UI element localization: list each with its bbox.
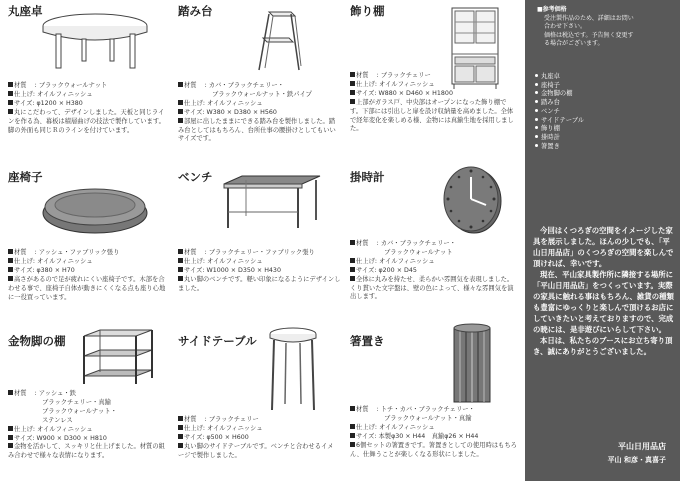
product-title-fumidai: 踏み台	[178, 4, 213, 18]
step-stool-illustration	[255, 8, 305, 72]
product-specs-kanamono-shelf: 材質 : アッシュ・鉄 ブラックチェリー・真鍮 ブラックウォールナット・ ステンレス 仕上げ: オイルフィニッシュ サイズ: W900 × D300 × H810 金物を活かして、スッキリと仕上げました。材質の組み合わせで様々な表情になります。	[8, 390, 165, 460]
product-specs-zaisu: 材質 : アッシュ・ファブリック張り 仕上げ: オイルフィニッシュ サイズ: φ380 × H70 高さがあるので足が疲れにくい座椅子です。木部を合わせる事で、座椅子自体が動きにくくなる点も座り心地に一役買っています。	[8, 249, 166, 301]
metal-leg-shelf-illustration	[80, 326, 158, 386]
list-item: 掛時計	[535, 134, 584, 143]
chopstick-rest-illustration	[450, 322, 494, 404]
product-specs-maruzataku: 材質 : ブラックウォールナット 仕上げ: オイルフィニッシュ サイズ: φ1200 × H380 丸にこだわって、デザインしました。天板と同じラインを作る為、幕板は積層曲げの技法で製作しています。脚の外面も同じＲのラインを付けています。	[8, 82, 165, 134]
wall-clock-illustration	[440, 163, 502, 235]
floor-chair-illustration	[40, 181, 150, 236]
product-title-kanamono-shelf: 金物脚の棚	[8, 334, 66, 348]
product-title-maruzataku: 丸座卓	[8, 4, 43, 18]
product-specs-side-table: 材質 : ブラックチェリー 仕上げ: オイルフィニッシュ サイズ: φ500 × H600 丸い脚のサイドテーブルです。ベンチと合わせるイメージで製作しました。	[178, 416, 334, 459]
round-table-illustration	[40, 10, 150, 75]
bench-illustration	[218, 172, 326, 232]
greeting-message: 今回はくつろぎの空間をイメージした家具を展示しました。ほんの少しでも、「平山日用品店」のくつろぎの空間を楽しんで頂ければ、幸いです。 現在、平山家具製作所に隣接する場所に「平山日用品店」をつくっています。実際の家具に触れる事はもちろん、雑貨の種類も豊富にゆっくりと楽しんで頂けるお店にしていきたいと考えておりますので、完成の暁には、是非遊びにいらして下さい。 本日は、私たちのブースにお立ち寄り頂き、誠にありがとうございました。	[533, 226, 674, 356]
product-title-kazaridana: 飾り棚	[350, 4, 385, 18]
info-side-panel	[525, 0, 680, 481]
list-item: サイドテーブル	[535, 117, 584, 126]
price-note: ■参考価格 受注製作品のため、詳細はお問い 合わせ下さい。 価格は税込です。予告無く変更す る場合がございます。	[537, 6, 634, 48]
product-title-hashioki: 箸置き	[350, 334, 385, 348]
list-item: 丸座卓	[535, 73, 584, 82]
list-item: 座椅子	[535, 82, 584, 91]
list-item: 金物脚の棚	[535, 90, 584, 99]
product-title-side-table: サイドテーブル	[178, 334, 257, 348]
shop-name: 平山日用品店	[618, 442, 666, 451]
list-item: ベンチ	[535, 108, 584, 117]
product-title-kakedokei: 掛時計	[350, 170, 385, 184]
side-table-illustration	[268, 326, 318, 412]
product-specs-kakedokei: 材質 : カバ・ブラックチェリー・ ブラックウォールナット 仕上げ: オイルフィニッシュ サイズ: φ200 × D45 全体に丸みを持たせ、柔らかい雰囲気を表現しました。くり貫いた文字盤は、壁の色によって、様々な雰囲気を演出します。	[350, 240, 514, 301]
product-specs-kazaridana: 材質 : ブラックチェリー 仕上げ: オイルフィニッシュ サイズ: W880 × D460 × H1800 上部がガラス戸、中央部はオープンになった飾り棚です。下部には引出しと扉を設け収納量を高めました。全体で経年変化を楽しめる様、金物には真鍮生地を採用しました。	[350, 72, 514, 133]
product-specs-fumidai: 材質 : カバ・ブラックチェリー・ ブラックウォールナット・鉄パイプ 仕上げ: オイルフィニッシュ サイズ: W380 × D380 × H560 部屋に出したままにできる踏み台を製作しました。踏み台としてはもちろん、台所仕事の腰掛けとしてもいいサイズです。	[178, 82, 336, 143]
product-specs-bench: 材質 : ブラックチェリー・ファブリック張り 仕上げ: オイルフィニッシュ サイズ: W1000 × D350 × H430 丸い脚のベンチです。軽い印象になるようにデザインしました。	[178, 249, 341, 292]
list-item: 飾り棚	[535, 125, 584, 134]
product-list	[535, 73, 584, 151]
list-item: 箸置き	[535, 143, 584, 152]
list-item: 踏み台	[535, 99, 584, 108]
product-title-bench: ベンチ	[178, 170, 213, 184]
product-title-zaisu: 座椅子	[8, 170, 43, 184]
product-specs-hashioki: 材質 : トチ・カバ・ブラックチェリー・ ブラックウォールナット・真鍮 仕上げ: オイルフィニッシュ サイズ: 本製φ30 × H44 真鍮φ26 × H44 6個セットの箸置きです。箸置きとしての使用時はもちろん、仕舞うことが楽しくなる形状にしました。	[350, 406, 517, 458]
owner-names: 平山 和彦・真喜子	[607, 456, 666, 464]
